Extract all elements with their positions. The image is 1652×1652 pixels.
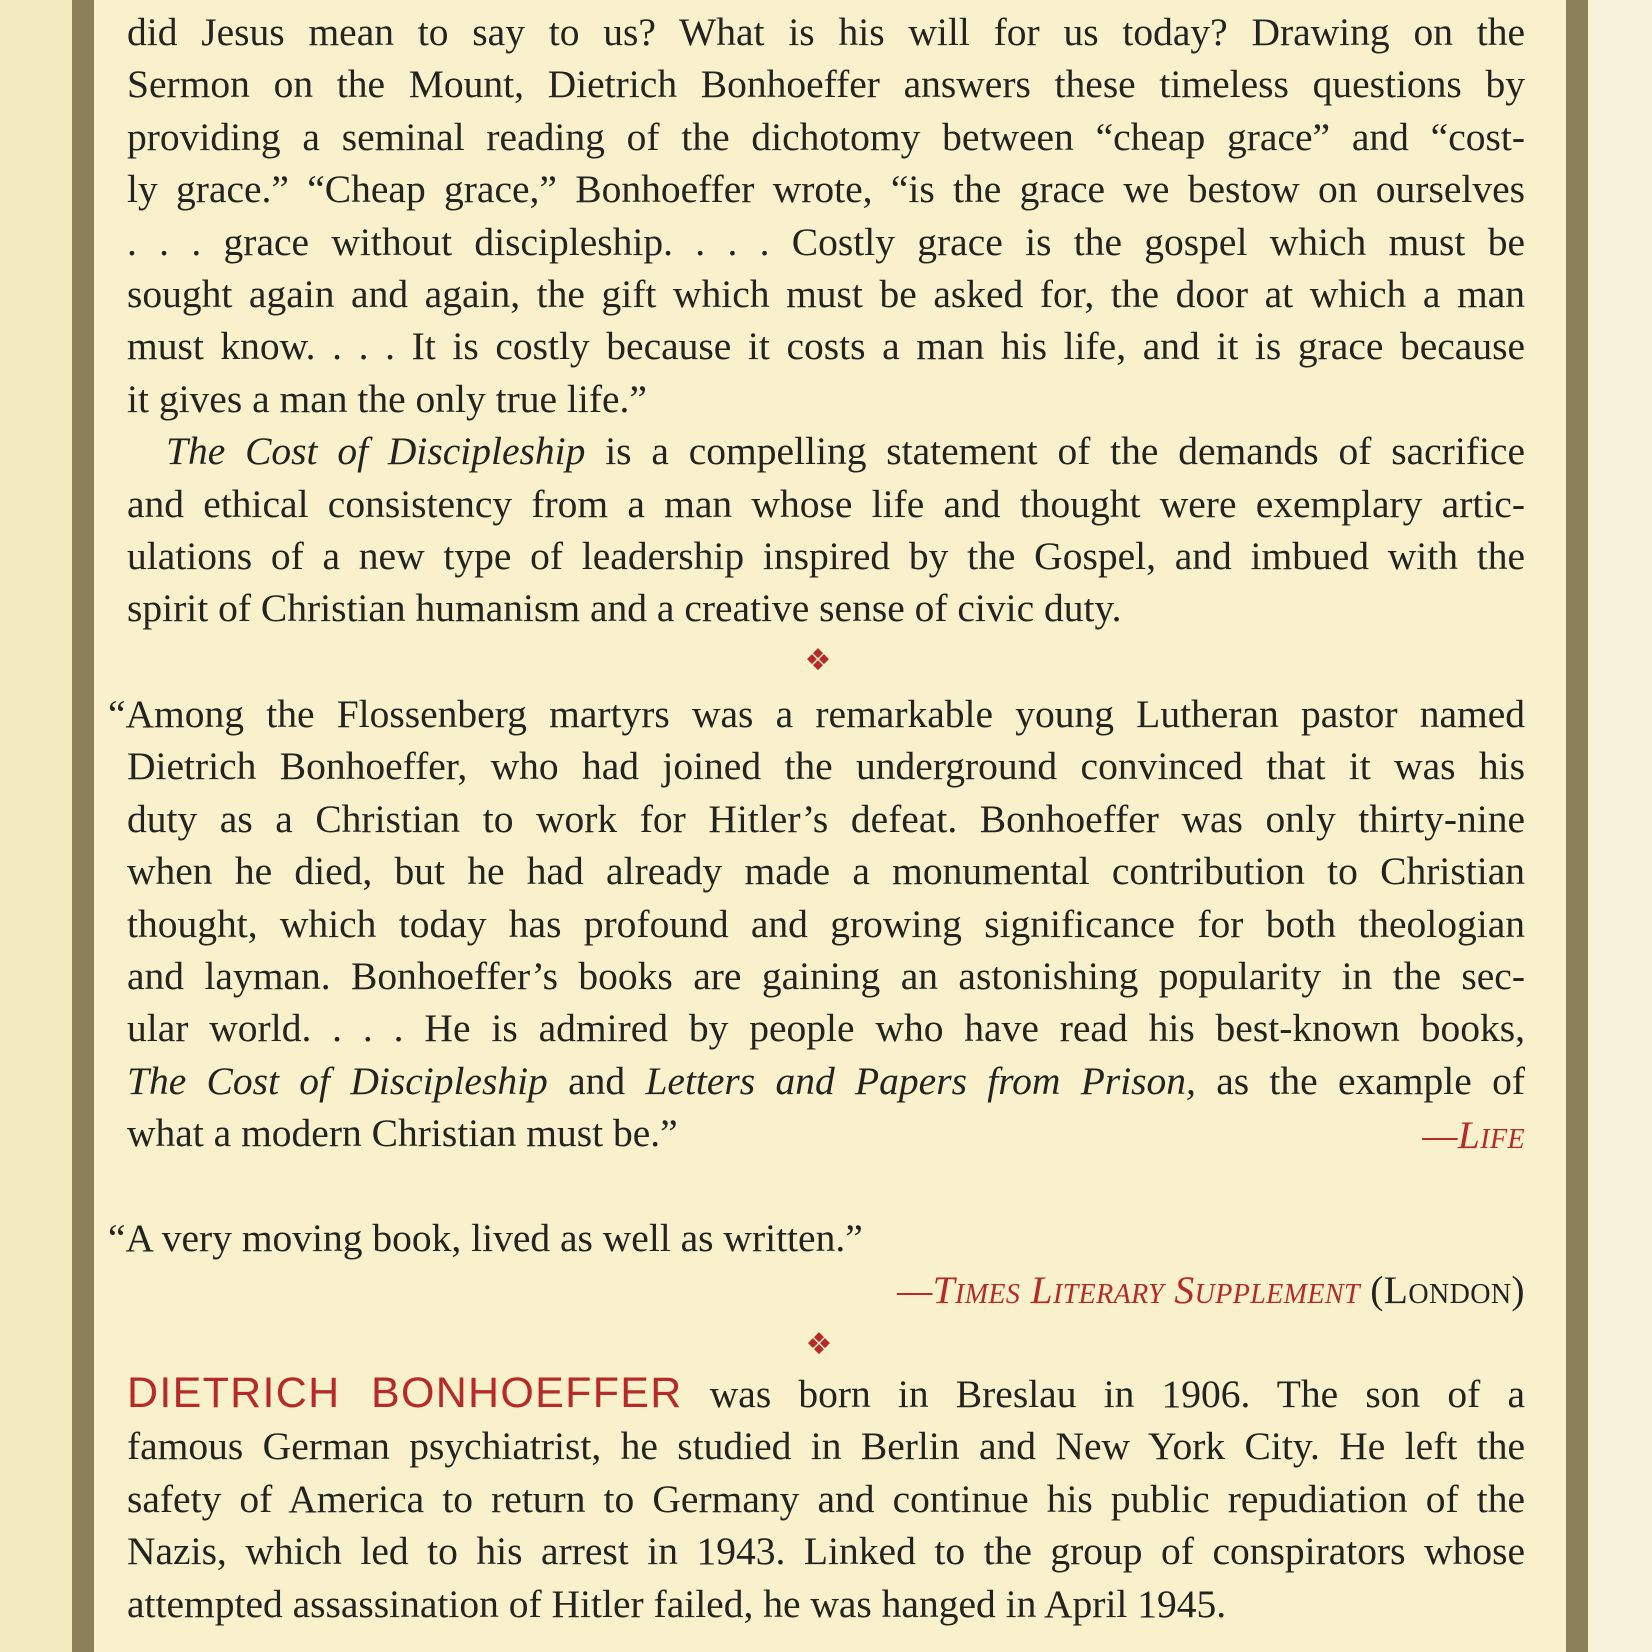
- review-title-line: [127, 1055, 1525, 1107]
- bio-line: safety of America to return to Germany and continue his public repudiation of the: [127, 1476, 1525, 1521]
- book-title: Letters and Papers from Prison,: [645, 1058, 1196, 1103]
- diamond-ornament-icon: ❖: [804, 643, 832, 678]
- description-line: spirit of Christian humanism and a creative sense of civic duty.: [127, 586, 1122, 631]
- book-title: The Cost of Discipleship: [127, 1058, 548, 1103]
- description-line: ulations of a new type of leadership inspired by the Gospel, and imbued with the: [127, 534, 1525, 579]
- review-and-text: and: [547, 1058, 646, 1103]
- review-line: and layman. Bonhoeffer’s books are gaining an astonishing popularity in the sec-: [127, 954, 1525, 999]
- right-page-margin: [1592, 0, 1652, 1652]
- description-line: providing a seminal reading of the dichotomy between “cheap grace” and “cost-: [127, 114, 1525, 159]
- description-line: did Jesus mean to say to us? What is his will for us today? Drawing on the: [127, 10, 1525, 54]
- life-attribution: —Life: [1422, 1113, 1525, 1157]
- review-line: “Among the Flossenberg martyrs was a remarkable young Lutheran pastor named: [108, 692, 1525, 736]
- description-title-rest: is a compelling statement of the demands of sacrifice: [585, 429, 1525, 474]
- review-line: thought, which today has profound and growing significance for both theologian: [127, 901, 1525, 946]
- bio-first-line-rest: was born in Breslau in 1906. The son of a: [682, 1372, 1525, 1416]
- tls-review-quote: [108, 1212, 1525, 1264]
- review-line: Dietrich Bonhoeffer, who had joined the underground convinced that it was his: [127, 744, 1525, 789]
- review-line: when he died, but he had already made a monumental contribution to Christian: [127, 849, 1525, 894]
- description-title-line: [127, 425, 1525, 477]
- author-name: DIETRICH BONHOEFFER: [127, 1369, 683, 1417]
- description-line: and ethical consistency from a man whose life and thought were exemplary artic-: [127, 481, 1525, 526]
- description-line: sought again and again, the gift which must be asked for, the door at which a man: [127, 272, 1525, 317]
- review-rest-text: as the example of: [1195, 1058, 1525, 1103]
- review-line: ular world. . . . He is admired by people who have read his best-known books,: [127, 1006, 1525, 1051]
- bio-line: Nazis, which led to his arrest in 1943. Linked to the group of conspirators whose: [127, 1529, 1525, 1574]
- description-line: Sermon on the Mount, Dietrich Bonhoeffer answers these timeless questions by: [127, 62, 1525, 107]
- bio-line: attempted assassination of Hitler failed, he was hanged in April 1945.: [127, 1581, 1227, 1626]
- left-page-margin: [0, 0, 72, 1652]
- life-review-paragraph: [108, 688, 1525, 1160]
- bio-first-line: [127, 1367, 1525, 1420]
- description-line: must know. . . . It is costly because it costs a man his life, and it is grace because: [127, 324, 1525, 369]
- book-description-paragraph: [127, 6, 1525, 635]
- description-line: . . . grace without discipleship. . . . Costly grace is the gospel which must be: [127, 219, 1525, 264]
- bio-line: famous German psychiatrist, he studied in Berlin and New York City. He left the: [127, 1424, 1525, 1469]
- right-border-rule: [1566, 0, 1588, 1652]
- review-line: “A very moving book, lived as well as written.”: [108, 1216, 863, 1260]
- left-border-rule: [72, 0, 94, 1652]
- review-final-line: what a modern Christian must be.”: [127, 1111, 678, 1156]
- tls-attribution-source: —Times Literary Supplement: [897, 1268, 1360, 1312]
- description-line: ly grace.” “Cheap grace,” Bonhoeffer wrote, “is the grace we bestow on ourselves: [127, 167, 1525, 212]
- book-title: The Cost of Discipleship: [166, 429, 586, 474]
- description-line: it gives a man the only true life.”: [127, 376, 647, 421]
- tls-attribution-location: (London): [1370, 1268, 1525, 1312]
- review-line: duty as a Christian to work for Hitler’s defeat. Bonhoeffer was only thirty-nine: [127, 796, 1525, 841]
- author-bio-paragraph: [127, 1367, 1525, 1630]
- diamond-ornament-icon: ❖: [805, 1327, 833, 1362]
- tls-attribution: [897, 1264, 1525, 1316]
